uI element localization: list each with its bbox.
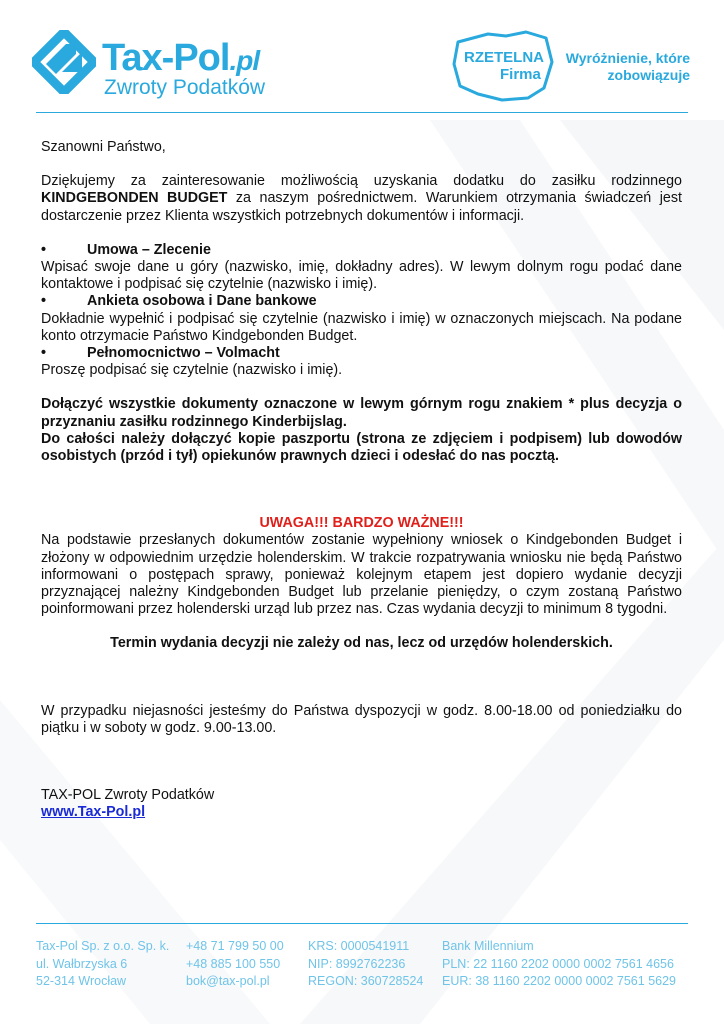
list-item-text: Proszę podpisać się czytelnie (nazwisko i imię). bbox=[41, 362, 343, 379]
term-note: Termin wydania decyzji nie zależy od nas, lecz od urzędów holenderskich. bbox=[110, 635, 613, 652]
logo-subtitle: Zwroty Podatków bbox=[104, 76, 266, 99]
logo-icon bbox=[32, 30, 96, 94]
passport-note: Do całości należy dołączyć kopie paszportu (strona ze zdjęciem i podpisem) lub dowodów osobistych (przód i tył) opiekunów prawnych dzieci i odesłać do nas pocztą. bbox=[41, 430, 682, 465]
footer-registry: KRS: 0000541911 NIP: 8992762236 REGON: 360728524 bbox=[308, 939, 424, 988]
footer-contact: +48 71 799 50 00 +48 885 100 550 bok@tax-pol.pl bbox=[186, 939, 284, 988]
contact-note: W przypadku niejasności jesteśmy do Państwa dyspozycji w godz. 8.00-18.00 od poniedziałku do piątku i w soboty w godz. 9.00-13.00. bbox=[41, 702, 682, 736]
list-item-text: Dokładnie wypełnić i podpisać się czytelnie (nazwisko i imię) w oznaczonych miejscach. Na podane konto otrzymacie Państwo Kindgebonden Budget. bbox=[41, 310, 682, 344]
badge-line1: RZETELNA bbox=[464, 49, 544, 66]
footer-divider bbox=[36, 923, 688, 924]
intro-paragraph: Dziękujemy za zainteresowanie możliwością uzyskania dodatku do zasiłku rodzinnego KINDGEBONDEN BUDGET za naszym pośrednictwem. Warunkiem otrzymania świadczeń jest dostarczenie przez Klienta wszystkich potrzebnych dokumentów i informacji. bbox=[41, 173, 682, 224]
attachments-note: Dołączyć wszystkie dokumenty oznaczone w lewym górnym rogu znakiem * plus decyzja o przyznaniu zasiłku rodzinnego Kinderbijslag. bbox=[41, 396, 682, 430]
signature: TAX-POL Zwroty Podatków bbox=[41, 787, 215, 804]
list-item: • Umowa – Zlecenie bbox=[41, 241, 211, 258]
list-item-text: Wpisać swoje dane u góry (nazwisko, imię, dokładny adres). W lewym dolnym rogu podać dane kontaktowe i podpisać się czytelnie (nazwisko i imię). bbox=[41, 259, 682, 293]
warning-title: UWAGA!!! BARDZO WAŻNE!!! bbox=[259, 515, 464, 532]
badge-line2: Firma bbox=[500, 66, 541, 83]
greeting: Szanowni Państwo, bbox=[41, 139, 166, 155]
footer-bank: Bank Millennium PLN: 22 1160 2202 0000 0002 7561 4656 EUR: 38 1160 2202 0000 0002 7561 5629 bbox=[442, 939, 676, 988]
logo-name: Tax-Pol.pl bbox=[102, 37, 260, 79]
warning-text: Na podstawie przesłanych dokumentów zostanie wypełniony wniosek o Kindgebonden Budget i złożony w odpowiednim urzędzie holenderskim. W trakcie rozpatrywania wniosku nie będą Państwo informowani o postępach sprawy, ponieważ kolejnym etapem jest dopiero wydanie decyzji przyznającej należny Kindgebonden Budget lub przelanie pieniędzy, o czym zostaną Państwo poinformowani przez holenderski urząd lub przez nas. Czas wydania decyzji to minimum 8 tygodni. bbox=[41, 532, 682, 618]
rzetelna-firma-badge bbox=[448, 28, 698, 108]
website-link[interactable]: www.Tax-Pol.pl bbox=[41, 804, 146, 821]
list-item: • Pełnomocnictwo – Volmacht bbox=[41, 345, 280, 362]
footer-company: Tax-Pol Sp. z o.o. Sp. k. ul. Wałbrzyska 6 52-314 Wrocław bbox=[36, 939, 170, 988]
list-item: • Ankieta osobowa i Dane bankowe bbox=[41, 293, 317, 310]
header-divider bbox=[36, 112, 688, 113]
company-logo bbox=[32, 28, 292, 108]
letter-body bbox=[41, 139, 682, 821]
badge-tagline: Wyróżnienie, które zobowiązuje bbox=[565, 50, 690, 83]
